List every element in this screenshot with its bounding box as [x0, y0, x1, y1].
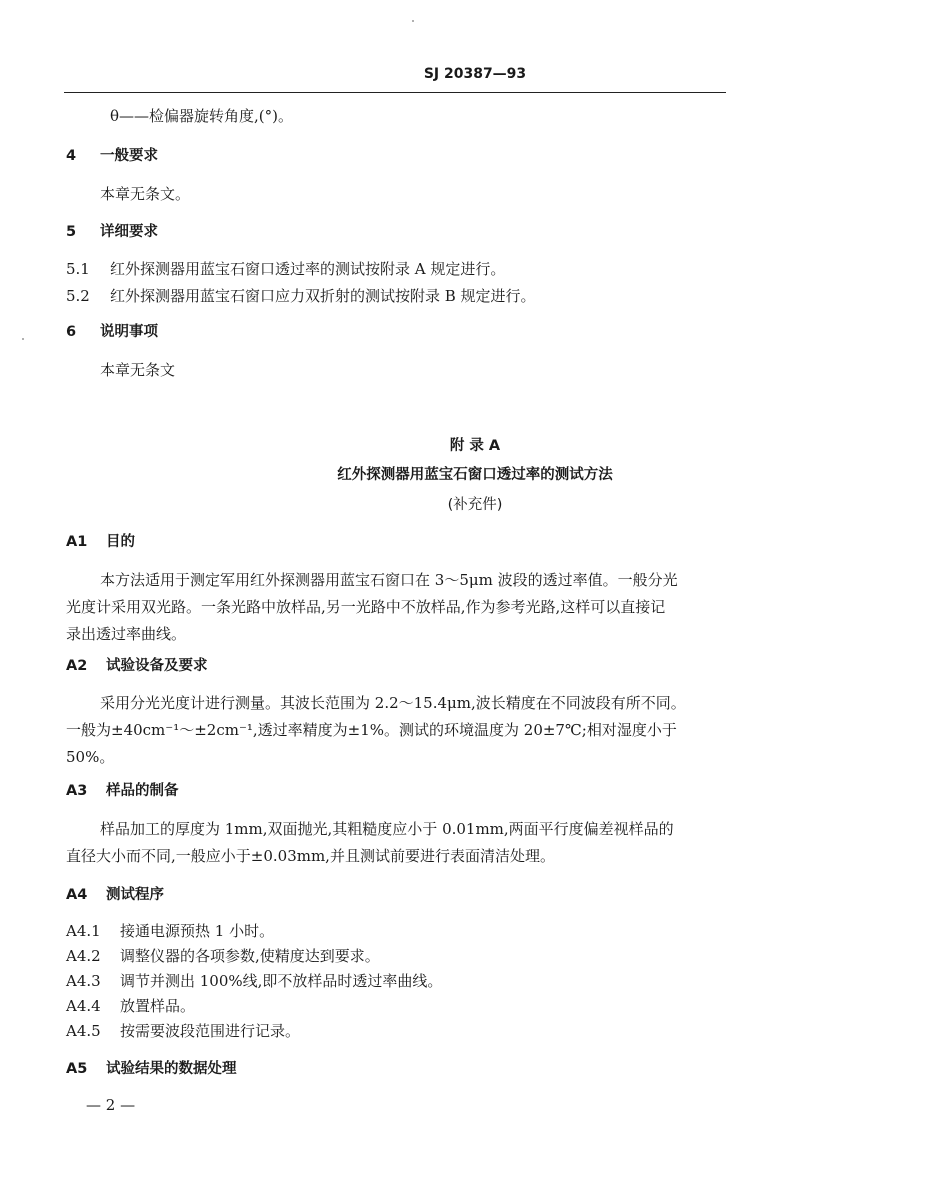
section-title: 一般要求: [100, 148, 158, 164]
section-title: 说明事项: [100, 324, 158, 340]
section-title: 目的: [106, 534, 135, 550]
doc-code-header: SJ 20387—93: [423, 66, 527, 82]
a1-line-1: 本方法适用于测定军用红外探测器用蓝宝石窗口在 3～5μm 波段的透过率值。一般分光: [100, 571, 678, 589]
clause-text: 红外探测器用蓝宝石窗口透过率的测试按附录 A 规定进行。: [110, 260, 506, 278]
a5-heading: [66, 1059, 237, 1079]
step-number: A4.2: [66, 947, 101, 965]
a1-line-2: 光度计采用双光路。一条光路中放样品,另一光路中不放样品,作为参考光路,这样可以直接记: [66, 598, 666, 616]
appendix-label: 附 录 A: [449, 438, 501, 454]
theta-definition: θ——检偏器旋转角度,(°)。: [110, 107, 294, 125]
section-number: A1: [66, 534, 88, 550]
a4-step: [66, 996, 195, 1016]
step-number: A4.4: [66, 997, 101, 1015]
a1-line-3: 录出透过率曲线。: [66, 625, 187, 643]
header-rule: [64, 92, 726, 93]
section-title: 试验设备及要求: [106, 658, 208, 674]
section-title: 样品的制备: [106, 783, 179, 799]
step-text: 调整仪器的各项参数,使精度达到要求。: [120, 947, 380, 965]
section-number: 4: [66, 148, 77, 164]
section-number: 5: [66, 224, 77, 240]
a2-line-1: 采用分光光度计进行测量。其波长范围为 2.2～15.4μm,波长精度在不同波段有所不同。: [100, 694, 686, 712]
section-4-body: 本章无条文。: [100, 185, 191, 203]
section-number: A5: [66, 1061, 88, 1077]
step-text: 调节并测出 100%线,即不放样品时透过率曲线。: [120, 972, 443, 990]
step-text: 放置样品。: [120, 997, 196, 1015]
step-number: A4.5: [66, 1022, 101, 1040]
section-6-body: 本章无条文: [100, 361, 176, 379]
clause-text: 红外探测器用蓝宝石窗口应力双折射的测试按附录 B 规定进行。: [110, 287, 536, 305]
section-number: A2: [66, 658, 88, 674]
step-number: A4.3: [66, 972, 101, 990]
a3-line-2: 直径大小而不同,一般应小于±0.03mm,并且测试前要进行表面清洁处理。: [66, 847, 555, 865]
a2-heading: [66, 656, 208, 676]
a2-line-2: 一般为±40cm⁻¹～±2cm⁻¹,透过率精度为±1%。测试的环境温度为 20±7℃;相对湿度小于: [66, 721, 677, 739]
a3-line-1: 样品加工的厚度为 1mm,双面抛光,其粗糙度应小于 0.01mm,两面平行度偏差视样品的: [100, 820, 674, 838]
a4-step: [66, 971, 442, 991]
page-number: — 2 —: [86, 1096, 136, 1114]
section-5-heading: [66, 222, 158, 242]
section-title: 试验结果的数据处理: [106, 1061, 237, 1077]
a3-heading: [66, 781, 179, 801]
section-number: A4: [66, 887, 88, 903]
section-title: 测试程序: [106, 887, 164, 903]
clause-5-1: [66, 259, 505, 279]
a2-line-3: 50%。: [66, 748, 115, 766]
a4-step: [66, 921, 274, 941]
a1-heading: [66, 532, 135, 552]
step-text: 接通电源预热 1 小时。: [120, 922, 275, 940]
section-number: 6: [66, 324, 77, 340]
appendix-title: 红外探测器用蓝宝石窗口透过率的测试方法: [337, 467, 613, 483]
clause-number: 5.1: [66, 260, 90, 278]
section-6-heading: [66, 322, 158, 342]
section-4-heading: [66, 146, 158, 166]
a4-step: [66, 1021, 300, 1041]
a4-heading: [66, 885, 164, 905]
appendix-subtitle: (补充件): [447, 497, 503, 513]
scan-speck: [22, 338, 24, 340]
step-text: 按需要波段范围进行记录。: [120, 1022, 301, 1040]
clause-5-2: [66, 286, 536, 306]
section-title: 详细要求: [100, 224, 158, 240]
section-number: A3: [66, 783, 88, 799]
step-number: A4.1: [66, 922, 101, 940]
scan-speck: [412, 20, 414, 22]
a4-step: [66, 946, 380, 966]
clause-number: 5.2: [66, 287, 90, 305]
